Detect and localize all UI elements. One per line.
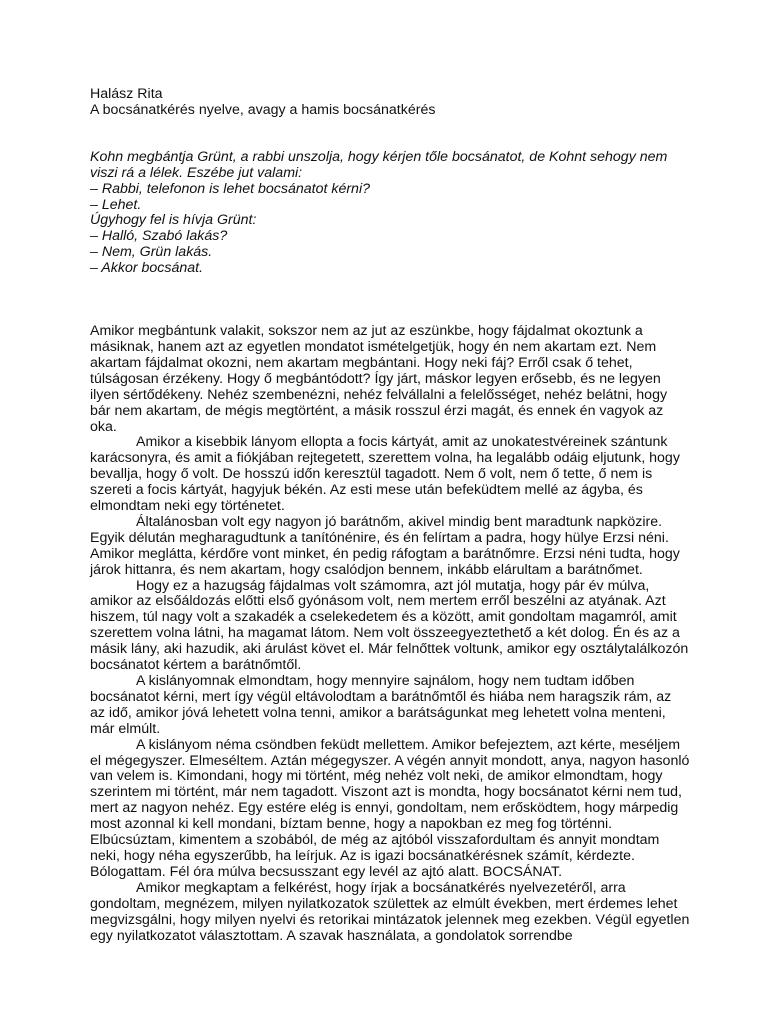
- joke-line: – Rabbi, telefonon is lehet bocsánatot kérni?: [90, 180, 370, 197]
- document-title: A bocsánatkérés nyelve, avagy a hamis bocsánatkérés: [90, 101, 436, 118]
- joke-line: – Akkor bocsánat.: [90, 260, 204, 277]
- epigraph-joke: [90, 150, 690, 277]
- document-page: [90, 87, 690, 944]
- joke-line: – Lehet.: [90, 196, 142, 213]
- paragraph: A kislányomnak elmondtam, hogy mennyire sajnálom, hogy nem tudtam időben bocsánatot kérni, mert így végül eltávolodtam a barátnőmtől és hiába nem haragszik rám, az az idő, amikor jóvá lehetett volna tenni, amikor a barátságunkat meg lehetett volna menteni, már elmúlt.: [90, 673, 672, 737]
- paragraph: Hogy ez a hazugság fájdalmas volt számomra, azt jól mutatja, hogy pár év múlva, amikor az elsőáldozás előtti első gyónásom volt, nem mertem erről beszélni az atyának. Azt hiszem, túl nagy volt a szakadék a cselekedetem és a között, amit gondoltam magamról, amit szerettem volna látni, ha magamat látom. Nem volt összeegyeztethető a két dolog. Én és az a másik lány, aki hazudik, aki árulást követ el. Már felnőttek voltunk, amikor egy osztálytalálkozón bocsánatot kértem a barátnőmtől.: [90, 577, 689, 674]
- joke-line: – Nem, Grün lakás.: [90, 244, 213, 261]
- joke-line: Úgyhogy fel is hívja Grünt:: [90, 212, 257, 229]
- joke-line: – Halló, Szabó lakás?: [90, 228, 228, 245]
- author-name: Halász Rita: [90, 86, 163, 102]
- joke-line: Kohn megbántja Grünt, a rabbi unszolja, hogy kérjen tőle bocsánatot, de Kohnt sehogy nem viszi rá a lélek. Eszébe jut valami:: [90, 148, 668, 181]
- body-text: [90, 324, 690, 944]
- paragraph: Amikor a kisebbik lányom ellopta a focis kártyát, amit az unokatestvéreinek szántunk karácsonyra, és amit a fiókjában rejtegetett, szerettem volna, ha legalább odáig eljutunk, hogy bevallja, hogy ő volt. De hosszú időn keresztül tagadott. Nem ő volt, nem ő tette, ő nem is szereti a focis kártyát, hagyjuk békén. Az esti mese után befeküdtem mellé az ágyba, és elmondtam neki egy történetet.: [90, 434, 680, 515]
- paragraph: Általánosban volt egy nagyon jó barátnőm, akivel mindig bent maradtunk napközire. Egyik délután megharagudtunk a tanítónénire, és én felírtam a padra, hogy hülye Erzsi néni. Amikor meglátta, kérdőre vont minket, én pedig ráfogtam a barátnőmre. Erzsi néni tudta, hogy járok hittanra, és nem akartam, hogy csalódjon bennem, inkább elárultam a barátnőmet.: [90, 513, 680, 578]
- paragraph: Amikor megbántunk valakit, sokszor nem az jut az eszünkbe, hogy fájdalmat okoztunk a másiknak, hanem azt az egyetlen mondatot ismételgetjük, hogy én nem akartam ezt. Nem akartam fájdalmat okozni, nem akartam megbántani. Hogy neki fáj? Erről csak ő tehet, túlságosan érzékeny. Hogy ő megbántódott? Így járt, máskor legyen erősebb, és ne legyen ilyen sértődékeny. Nehéz szembenézni, nehéz felvállalni a felelősséget, nehéz belátni, hogy bár nem akartam, de mégis megtörtént, a másik rosszul érzi magát, és ennek én vagyok az oka.: [90, 323, 668, 435]
- paragraph: Amikor megkaptam a felkérést, hogy írjak a bocsánatkérés nyelvezetéről, arra gondoltam, megnézem, milyen nyilatkozatok születtek az elmúlt években, mert érdemes lehet megvizsgálni, hogy milyen nyelvi és retorikai mintázatok jelennek meg ezekben. Végül egyetlen egy nyilatkozatot választottam. A szavak használata, a gondolatok sorrendbe: [90, 879, 690, 944]
- paragraph: A kislányom néma csöndben feküdt mellettem. Amikor befejeztem, azt kérte, meséljem el mégegyszer. Elmeséltem. Aztán mégegyszer. A végén annyit mondott, anya, nagyon hasonló van velem is. Kimondani, hogy mi történt, még nehéz volt neki, de amikor elmondtam, hogy szerintem mi történt, már nem tagadott. Viszont azt is mondta, hogy bocsánatot kérni nem tud, mert az nagyon nehéz. Egy estére elég is ennyi, gondoltam, nem erősködtem, hogy márpedig most azonnal ki kell mondani, bíztam benne, hogy a napokban ez meg fog történni. Elbúcsúztam, kimentem a szobából, de még az ajtóból visszafordultam és annyit mondtam neki, hogy néha egyszerűbb, ha leírjuk. Az is igazi bocsánatkérésnek számít, kérdezte. Bólogattam. Fél óra múlva becsusszant egy levél az ajtó alatt. BOCSÁNAT.: [90, 736, 690, 880]
